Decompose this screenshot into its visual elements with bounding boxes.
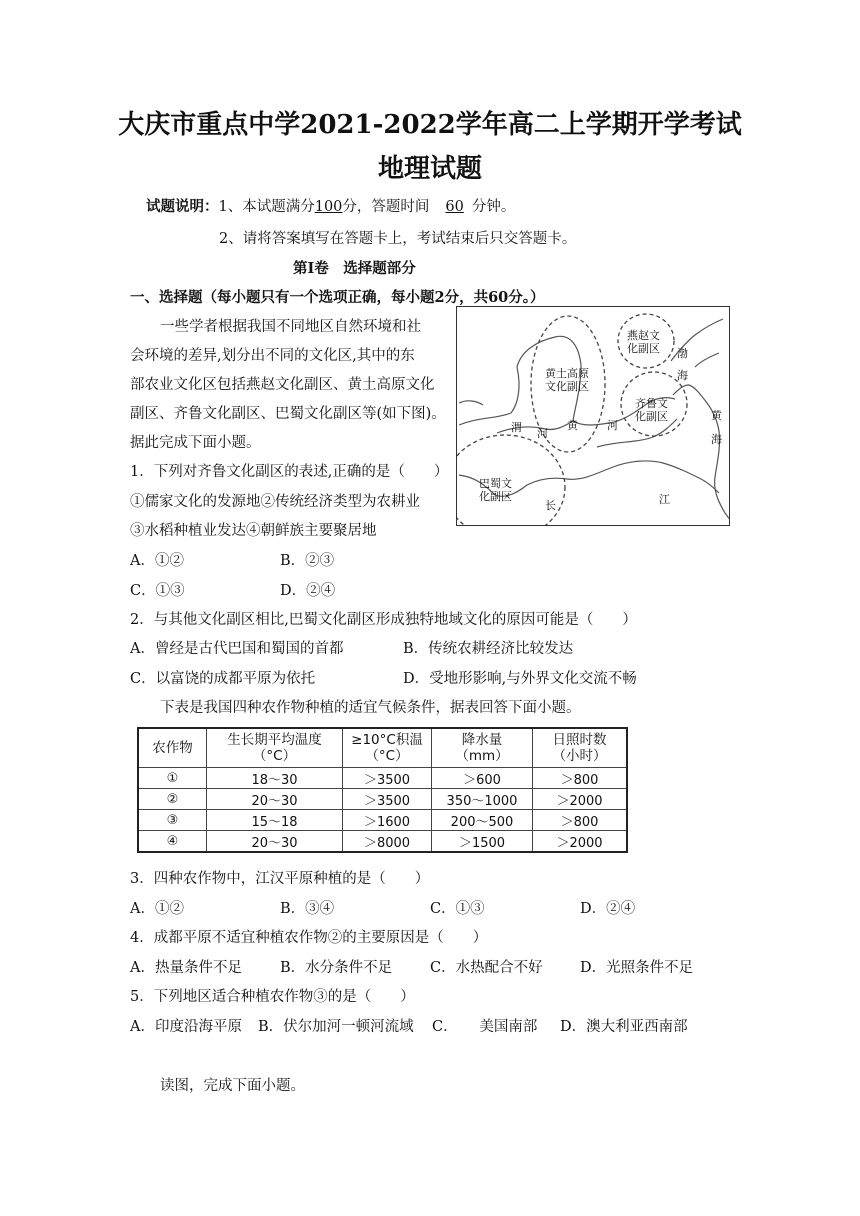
table-intro: 下表是我国四种农作物种植的适宜气候条件，据表回答下面小题。: [160, 700, 581, 716]
instructions-text: 分，答题时间: [342, 199, 430, 215]
table-cell: ＞2000: [533, 831, 628, 853]
q1-option-b: B．②③: [280, 553, 335, 569]
table-cell: 350～1000: [432, 789, 533, 810]
table-cell: ＞800: [533, 768, 628, 789]
table-cell: 200～500: [432, 810, 533, 831]
label-yanzhao: [627, 329, 660, 355]
table-cell: ②: [138, 789, 207, 810]
label-he: 河: [537, 427, 548, 440]
table-row: [138, 789, 627, 810]
q3-option-a: A．①②: [130, 901, 184, 917]
header-unit: （mm）: [455, 748, 509, 764]
question-1-line-3: ③水稻种植业发达④朝鲜族主要聚居地: [130, 523, 377, 539]
table-cell: ＞600: [432, 768, 533, 789]
exam-subtitle: 地理试题: [377, 154, 482, 184]
table-cell: ＞3500: [343, 789, 432, 810]
q4-option-a: A．热量条件不足: [130, 960, 242, 976]
next-intro: 读图，完成下面小题。: [160, 1078, 305, 1094]
label-qilu: [635, 397, 668, 423]
time-value: 60: [445, 199, 464, 215]
question-5-stem: 5．下列地区适合种植农作物③的是（ ）: [130, 989, 415, 1005]
header-precip: [432, 728, 533, 768]
table-header-row: [138, 728, 627, 768]
label-wei: 渭: [511, 421, 522, 434]
label-huangtu: [545, 367, 589, 393]
intro-line: 部农业文化区包括燕赵文化副区、黄土高原文化: [130, 377, 435, 393]
table-row: [138, 768, 627, 789]
instructions-line-2: 2、请将答案填写在答题卡上，考试结束后只交答题卡。: [219, 231, 577, 247]
label-bo: 渤: [677, 347, 688, 360]
q5-option-a: A．印度沿海平原: [130, 1019, 242, 1035]
instructions-text: 1、本试题满分: [218, 199, 315, 215]
q2-option-c: C．以富饶的成都平原为依托: [130, 671, 316, 687]
header-text: 农作物: [152, 740, 193, 756]
header-accum-temp: [343, 728, 432, 768]
q4-option-d: D．光照条件不足: [580, 960, 694, 976]
question-1-line-2: ①儒家文化的发源地②传统经济类型为农耕业: [130, 494, 420, 510]
q1-option-d: D．②④: [280, 583, 336, 599]
q5-option-d: D．澳大利亚西南部: [560, 1019, 688, 1035]
table-cell: ＞800: [533, 810, 628, 831]
question-3-stem: 3．四种农作物中，江汉平原种植的是（ ）: [130, 871, 430, 887]
table-cell: ＞8000: [343, 831, 432, 853]
label-huang-river: 黄: [567, 419, 578, 432]
table-cell: ＞2000: [533, 789, 628, 810]
header-sunshine: [533, 728, 628, 768]
label-text: 齐鲁文: [635, 397, 668, 410]
label-hai: 海: [677, 369, 688, 382]
question-4-stem: 4．成都平原不适宜种植农作物②的主要原因是（ ）: [130, 930, 488, 946]
table-cell: 15～18: [207, 810, 343, 831]
header-text: 降水量: [461, 732, 503, 748]
label-jiang: 江: [659, 493, 670, 506]
intro-line: 会环境的差异,划分出不同的文化区,其中的东: [130, 348, 415, 364]
q1-option-a: A．①②: [130, 553, 184, 569]
q5-option-c: C． 美国南部: [432, 1019, 538, 1035]
label-text: 黄土高原: [545, 367, 589, 380]
table-cell: 18～30: [207, 768, 343, 789]
q5-option-b: B．伏尔加河一顿河流域: [258, 1019, 414, 1035]
q1-option-c: C．①③: [130, 583, 185, 599]
header-text: ≥10°C积温: [351, 732, 423, 748]
q3-option-b: B．③④: [280, 901, 335, 917]
label-text: 燕赵文: [627, 329, 660, 342]
table-row: [138, 831, 627, 853]
q3-option-c: C．①③: [430, 901, 485, 917]
instructions-text: 分钟。: [471, 199, 516, 215]
label-text: 化副区: [627, 342, 660, 355]
q2-option-b: B．传统农耕经济比较发达: [403, 641, 574, 657]
crop-climate-table: [137, 727, 628, 853]
table-row: [138, 810, 627, 831]
table-cell: 20～30: [207, 831, 343, 853]
header-unit: （°C）: [252, 748, 297, 764]
table-cell: ①: [138, 768, 207, 789]
question-2-stem: 2．与其他文化副区相比,巴蜀文化副区形成独特地域文化的原因可能是（ ）: [130, 612, 637, 628]
instructions-label: 试题说明：: [146, 198, 219, 215]
label-bashu: [479, 477, 512, 503]
header-text: 日照时数: [552, 732, 607, 748]
label-chang: 长: [545, 499, 556, 512]
label-text: 巴蜀文: [479, 477, 512, 490]
label-text: 化副区: [479, 490, 512, 503]
label-text: 化副区: [635, 410, 668, 423]
q2-option-a: A．曾经是古代巴国和蜀国的首都: [130, 641, 344, 657]
table-cell: ＞3500: [343, 768, 432, 789]
header-unit: （°C）: [365, 748, 409, 764]
header-unit: （小时）: [552, 748, 607, 764]
q3-option-d: D．②④: [580, 901, 636, 917]
volume-heading: 第Ⅰ卷 选择题部分: [293, 260, 416, 277]
section-heading: 一、选择题（每小题只有一个选项正确，每小题2分，共60分。）: [130, 289, 545, 306]
table-cell: 20～30: [207, 789, 343, 810]
table-cell: ③: [138, 810, 207, 831]
label-huang-sea-2: 海: [711, 433, 722, 446]
label-text: 文化副区: [545, 380, 589, 393]
intro-line: 副区、齐鲁文化副区、巴蜀文化副区等(如下图)。: [130, 406, 446, 422]
header-crop: [138, 728, 207, 768]
table-cell: ④: [138, 831, 207, 853]
exam-title: 大庆市重点中学2021-2022学年高二上学期开学考试: [118, 110, 742, 140]
question-1-stem: 1．下列对齐鲁文化副区的表述,正确的是（ ）: [130, 464, 449, 480]
full-score-value: 100: [314, 199, 343, 215]
label-huang-sea-1: 黄: [711, 409, 722, 422]
header-text: 生长期平均温度: [227, 732, 322, 748]
q2-option-d: D．受地形影响,与外界文化交流不畅: [403, 671, 637, 687]
q4-option-c: C．水热配合不好: [430, 960, 543, 976]
intro-line: 一些学者根据我国不同地区自然环境和社: [160, 319, 421, 335]
q4-option-b: B．水分条件不足: [280, 960, 393, 976]
label-he-2: 河: [607, 419, 618, 432]
cultural-regions-map: [456, 306, 730, 526]
instructions-line-1: [146, 195, 515, 216]
table-cell: ＞1500: [432, 831, 533, 853]
intro-line: 据此完成下面小题。: [130, 435, 261, 451]
table-cell: ＞1600: [343, 810, 432, 831]
header-temp: [207, 728, 343, 768]
